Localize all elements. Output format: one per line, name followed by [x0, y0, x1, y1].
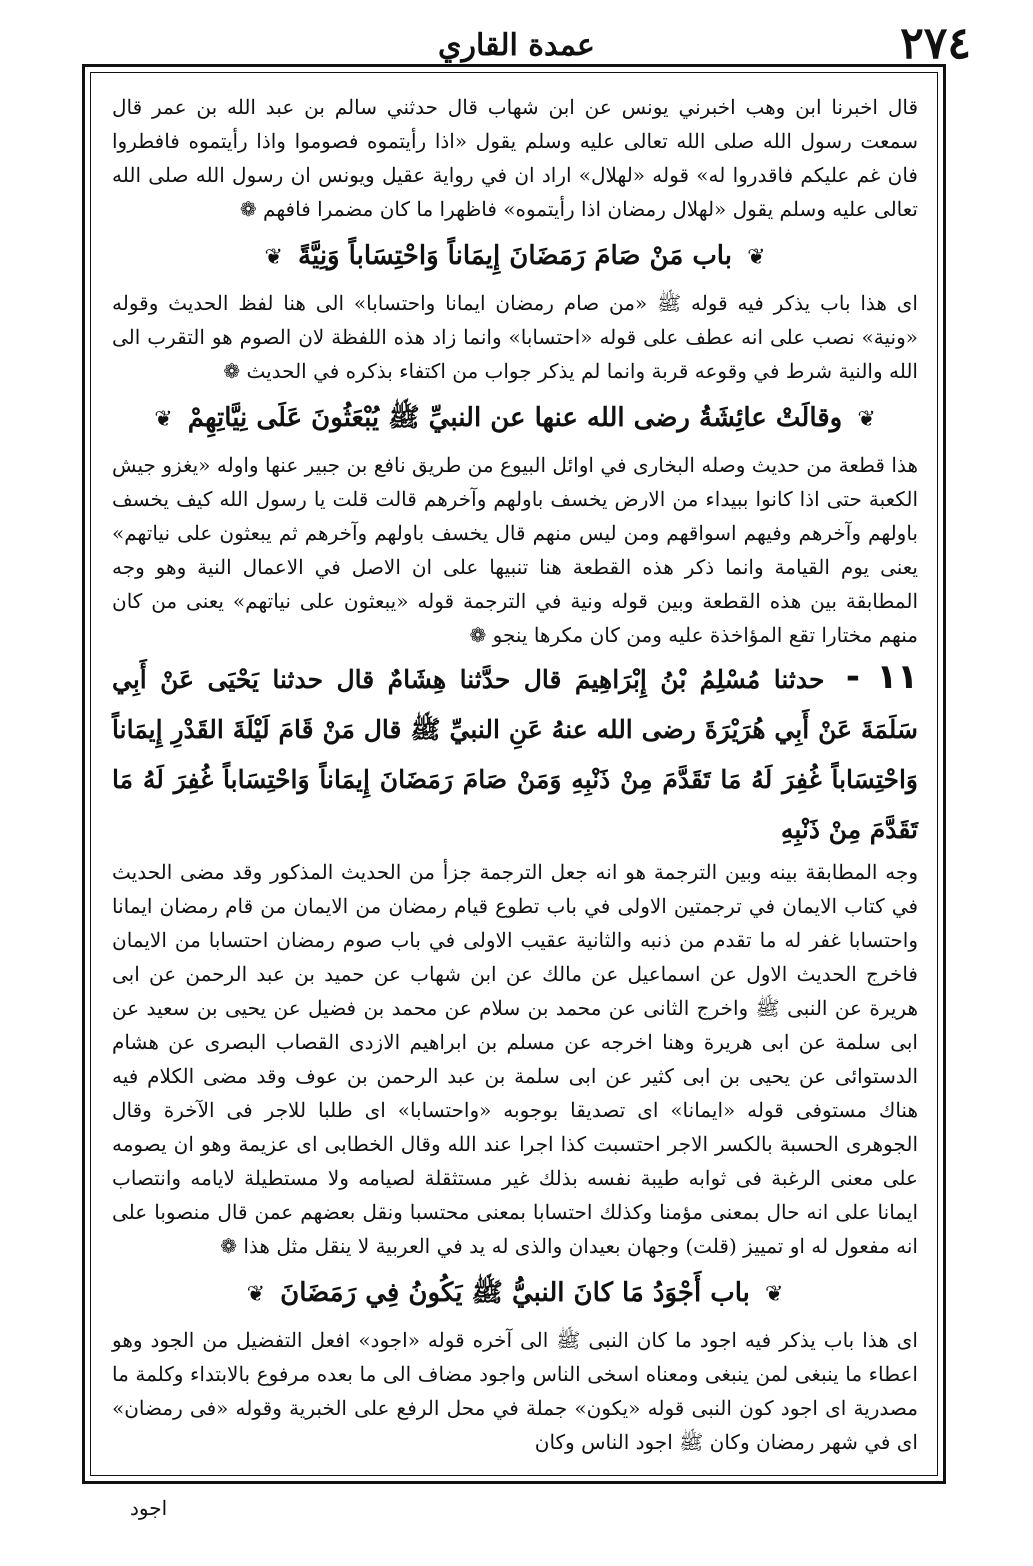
- quoted-heading-text: وقالَتْ عائِشَةُ رضى الله عنها عن النبيِّ ﷺ يُبْعَثُونَ عَلَى نِيَّاتِهِمْ: [187, 403, 843, 433]
- catchword: اجود: [130, 1496, 168, 1520]
- hadith-text: حدثنا مُسْلِمُ بْنُ إِبْرَاهِيمَ قال حدَّثنا هِشَامٌ قال حدثنا يَحْيَى عَنْ أَبِي سَلَمَةَ عَنْ أَبِي هُرَيْرَةَ رضى الله عنهُ عَنِ النبيِّ ﷺ قال مَنْ قَامَ لَيْلَةَ القَدْرِ إِيمَاناً وَاحْتِسَاباً غُفِرَ لَهُ مَا تَقَدَّمَ مِنْ ذَنْبِهِ وَمَنْ صَامَ رَمَضَانَ إِيمَاناً وَاحْتِسَاباً غُفِرَ لَهُ مَا تَقَدَّمَ مِنْ ذَنْبِهِ: [112, 665, 918, 844]
- chapter-heading-text: باب أَجْوَدُ مَا كانَ النبيُّ ﷺ يَكُونُ فِي رَمَضَانَ: [280, 1278, 750, 1308]
- ornament-right-icon: ❦: [764, 1282, 784, 1307]
- ornament-left-icon: ❦: [246, 1282, 266, 1307]
- hadith-number: ١١ -: [845, 657, 918, 697]
- page-body: [112, 90, 918, 1470]
- running-title: عمدة القاري: [438, 28, 595, 63]
- ornament-right-icon: ❦: [747, 245, 766, 270]
- commentary-paragraph-5: اى هذا باب يذكر فيه اجود ما كان النبى ﷺ الى آخره قوله «اجود» افعل التفضيل من الجود وهو اعطاء ما ينبغى لمن ينبغى ومعناه اسخى الناس واجود مضاف الى ما بعده مرفوع بالابتداء وكلمة ما مصدرية اى اجود كون النبى قوله «يكون» جملة في محل الرفع على الخبرية وقوله «فى رمضان» اى في شهر رمضان وكان ﷺ اجود الناس وكان: [112, 1328, 918, 1454]
- commentary-paragraph-1: قال اخبرنا ابن وهب اخبرني يونس عن ابن شهاب قال حدثني سالم بن عبد الله بن عمر قال سمعت رسول الله صلى الله تعالى عليه وسلم يقول «اذا رأيتموه فصوموا واذا رأيتموه فافطروا فان غم عليكم فاقدروا له» قوله «لهلال» اراد ان في رواية عقيل ويونس ان رسول الله صلى الله تعالى عليه وسلم يقول «لهلال رمضان اذا رأيتموه» فاظهرا ما كان مضمرا فافهم ❁: [112, 95, 919, 221]
- commentary-paragraph-4: وجه المطابقة بينه وبين الترجمة هو انه جعل الترجمة جزأ من الحديث المذكور وقد مضى الحديث في كتاب الايمان في ترجمتين الاولى في باب تطوع قيام رمضان من الايمان من قام رمضان ايمانا واحتسابا غفر له ما تقدم من ذنبه والثانية عقيب الاولى في باب صوم رمضان احتسابا من الايمان فاخرج الحديث الاول عن اسماعيل عن مالك عن ابن شهاب عن حميد بن عبد الرحمن عن ابى هريرة عن النبى ﷺ واخرج الثانى عن محمد بن سلام عن محمد بن فضيل عن يحيى بن سعيد عن ابى سلمة عن ابى هريرة وهنا اخرجه عن مسلم بن ابراهيم الازدى القصاب البصرى عن هشام الدستوائى عن يحيى بن ابى كثير عن ابى سلمة بن عبد الرحمن بن عوف وقد مضى الكلام فيه هناك مستوفى قوله «ايمانا» اى تصديقا بوجوبه «واحتسابا» اى طلبا للاجر فى الآخرة وقال الجوهرى الحسبة بالكسر الاجر احتسبت كذا اجرا عند الله وقال الخطابى اى عزيمة وهو ان يصومه على معنى الرغبة فى ثوابه طيبة نفسه بذلك غير مستثقلة لصيامه ولا مستطيلة لايامه وانتصاب ايمانا على انه حال بمعنى مؤمنا وكذلك احتسابا بمعنى محتسبا ونقل بعضهم عمن قال منصوبا على انه مفعول له او تمييز (قلت) وجهان بعيدان والذى له يد في العربية لا ينقل مثل هذا ❁: [112, 860, 918, 1258]
- ornament-left-icon: ❦: [264, 245, 283, 270]
- quoted-heading: [112, 394, 918, 442]
- page-number: ٢٧٤: [900, 18, 971, 69]
- chapter-heading-2: [112, 1269, 918, 1317]
- chapter-heading-text: باب مَنْ صَامَ رَمَضَانَ إِيمَاناً وَاحْتِسَاباً وَنِيَّةً: [298, 241, 732, 271]
- commentary-paragraph-3: هذا قطعة من حديث وصله البخارى في اوائل البيوع من طريق نافع بن جبير عنها واوله «يغزو جيش الكعبة حتى اذا كانوا ببيداء من الارض يخسف باولهم وآخرهم قالت قلت يا رسول الله كيف يخسف باولهم وآخرهم وفيهم اسواقهم ومن ليس منهم قال يخسف باولهم وآخرهم ثم يبعثون على نياتهم» يعنى يوم القيامة وانما ذكر هذه القطعة هنا تنبيها على ان الاصل في الاعمال النية وهو وجه المطابقة بين هذه القطعة وبين قوله ونية في الترجمة قوله «يبعثون على نياتهم» يعنى من كان منهم مختارا تقع المؤاخذة عليه ومن كان مكرها ينجو ❁: [112, 453, 919, 647]
- commentary-paragraph-2: اى هذا باب يذكر فيه قوله ﷺ «من صام رمضان ايمانا واحتسابا» الى هنا لفظ الحديث وقوله «ونية» نصب على انه عطف على قوله «احتسابا» وانما زاد هذه اللفظة لان الصوم هو التقرب الى الله والنية شرط في وقوعه قربة وانما لم يذكر جواب من اكتفاء بذكره في الحديث ❁: [112, 291, 918, 383]
- ornament-right-icon: ❦: [857, 407, 876, 432]
- ornament-left-icon: ❦: [154, 407, 173, 432]
- hadith-block: [112, 652, 918, 855]
- chapter-heading-1: [112, 232, 918, 280]
